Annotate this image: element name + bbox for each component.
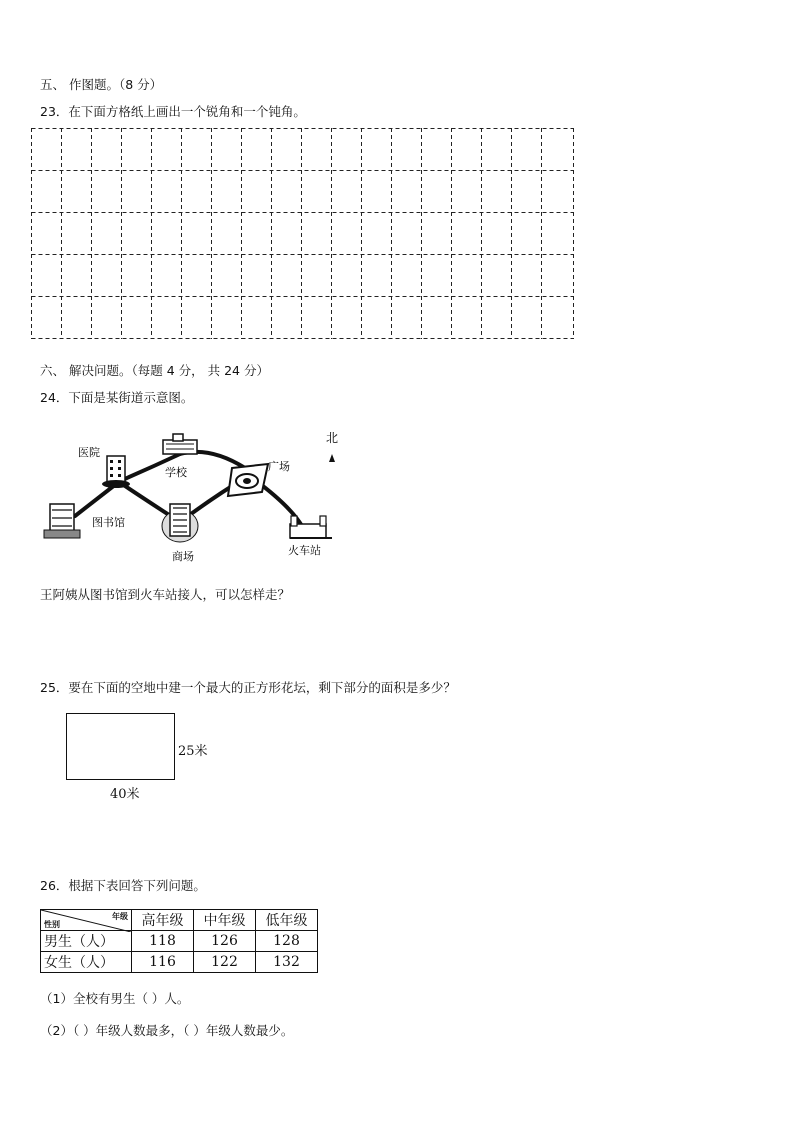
place-label-library: 图书馆 bbox=[92, 516, 125, 529]
place-label-mall: 商场 bbox=[172, 550, 194, 563]
square-plaza-icon bbox=[228, 464, 268, 496]
question-24-text: 24．下面是某街道示意图。 bbox=[40, 390, 194, 405]
student-count-table bbox=[40, 909, 318, 973]
column-header: 高年级 bbox=[132, 910, 194, 931]
question-26-text: 26．根据下表回答下列问题。 bbox=[40, 878, 206, 893]
corner-label-grade: 年级 bbox=[112, 911, 128, 921]
table-cell: 126 bbox=[194, 931, 256, 952]
width-dimension-label: 40米 bbox=[110, 787, 140, 802]
table-cell: 116 bbox=[132, 952, 194, 973]
question-26-sub2: （2）（ ）年级人数最多，（ ）年级人数最少。 bbox=[40, 1023, 294, 1038]
question-26-sub1: （1）全校有男生（ ）人。 bbox=[40, 991, 190, 1006]
table-corner-cell bbox=[41, 910, 132, 931]
row-header: 女生（人） bbox=[41, 952, 132, 973]
question-24-prompt: 王阿姨从图书馆到火车站接人，可以怎样走？ bbox=[40, 587, 291, 602]
column-header: 中年级 bbox=[194, 910, 256, 931]
mall-icon bbox=[162, 504, 198, 542]
square-grid-paper bbox=[31, 128, 574, 339]
train-station-icon bbox=[290, 516, 332, 538]
place-label-train-station: 火车站 bbox=[288, 544, 321, 557]
north-label: 北 bbox=[326, 431, 339, 445]
north-arrow-icon bbox=[329, 454, 335, 462]
question-25-text: 25．要在下面的空地中建一个最大的正方形花坛，剩下部分的面积是多少？ bbox=[40, 680, 456, 695]
table-cell: 128 bbox=[256, 931, 318, 952]
table-cell: 118 bbox=[132, 931, 194, 952]
library-icon bbox=[44, 504, 80, 538]
table-cell: 122 bbox=[194, 952, 256, 973]
height-dimension-label: 25米 bbox=[178, 744, 208, 759]
question-23-text: 23．在下面方格纸上画出一个锐角和一个钝角。 bbox=[40, 104, 306, 119]
school-icon bbox=[163, 434, 197, 454]
column-header: 低年级 bbox=[256, 910, 318, 931]
hospital-icon bbox=[102, 456, 130, 488]
section5-title: 五、 作图题。（8 分） bbox=[40, 77, 163, 92]
street-map bbox=[40, 426, 360, 568]
place-label-plaza: 广场 bbox=[268, 460, 290, 473]
table-cell: 132 bbox=[256, 952, 318, 973]
place-label-hospital: 医院 bbox=[78, 446, 100, 459]
place-label-school: 学校 bbox=[165, 466, 187, 479]
corner-label-gender: 性别 bbox=[44, 919, 60, 929]
land-rectangle bbox=[66, 713, 175, 780]
table-row bbox=[41, 952, 318, 973]
row-header: 男生（人） bbox=[41, 931, 132, 952]
table-header-row bbox=[41, 910, 318, 931]
section6-title: 六、 解决问题。（每题 4 分， 共 24 分） bbox=[40, 363, 269, 378]
table-row bbox=[41, 931, 318, 952]
